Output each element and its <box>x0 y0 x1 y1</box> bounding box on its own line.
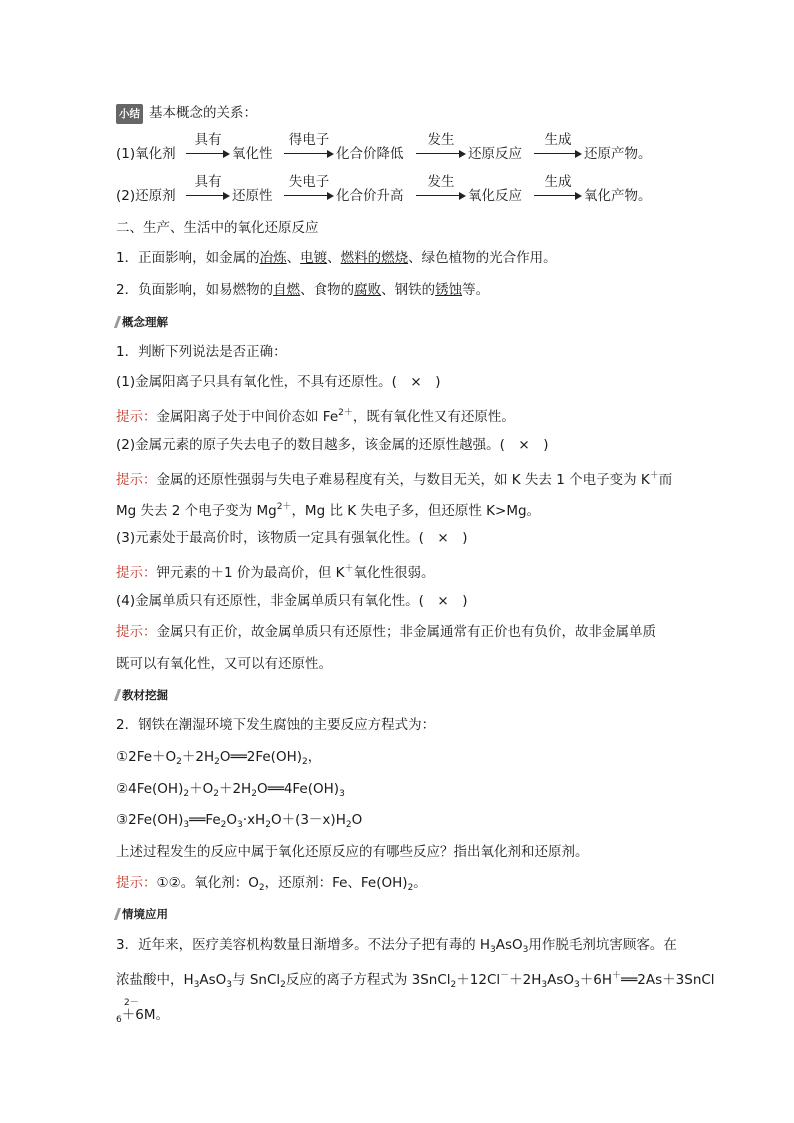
summary-heading <box>116 104 257 124</box>
section2-paragraph-1: 1．正面影响，如金属的冶炼、电镀、燃料的燃烧、绿色植物的光合作用。 <box>116 250 557 266</box>
concept-question: 1．判断下列说法是否正确： <box>116 344 287 360</box>
chain1-node-3: 还原反应 <box>468 146 522 162</box>
chain2-node-4: 氧化产物。 <box>584 188 652 204</box>
chain2-arrow-2: 失电子 <box>284 170 334 204</box>
summary-heading-text: 基本概念的关系： <box>149 105 257 121</box>
textbook-question: 2．钢铁在潮湿环境下发生腐蚀的主要反应方程式为： <box>116 717 436 733</box>
concept-hint-3: 提示：钾元素的＋1 价为最高价，但 K＋氧化性很弱。 <box>116 564 435 581</box>
situation-charge-superscript: 2－ <box>124 998 139 1008</box>
concept-hint-2-continued: Mg 失去 2 个电子变为 $Mg^{2+}$，Mg 比 K 失电子多，但还原性 K>Mg。 <box>116 502 541 519</box>
concept-item-4: (4)金属单质只有还原性，非金属单质只有氧化性。( × ) <box>116 593 468 609</box>
pen-icon <box>114 316 121 328</box>
concept-hint-4: 提示：金属只有正价，故金属单质只有还原性；非金属通常有正价也有负价，故非金属单质 <box>116 624 656 640</box>
pen-icon <box>114 908 121 920</box>
concept-hint-2: 提示：金属的还原性强弱与失电子难易程度有关，与数目无关，如 K 失去 1 个电子变为 K＋而 <box>116 471 673 488</box>
chain2-node-2: 化合价升高 <box>336 188 404 204</box>
textbook-hint: 提示：①②。氧化剂：$O_2$，还原剂：Fe、$Fe(OH)_2$。 <box>116 875 427 893</box>
concept-hint-1: 提示：金属阳离子处于中间价态如 $Fe^{2+}$，既有氧化性又有还原性。 <box>116 408 515 425</box>
textbook-ask: 上述过程发生的反应中属于氧化还原反应的有哪些反应？指出氧化剂和还原剂。 <box>116 844 589 860</box>
chain2-node-1: 还原性 <box>232 188 273 204</box>
underlined-term: 锈蚀 <box>435 282 463 298</box>
pen-icon <box>114 689 121 701</box>
underlined-term: 燃料的燃烧 <box>340 250 409 266</box>
chain2-arrow-3: 发生 <box>416 170 466 204</box>
chain2-node-3: 氧化反应 <box>468 188 522 204</box>
chain1-arrow-1: 具有 <box>186 128 230 162</box>
chain1-node-2: 化合价降低 <box>336 146 404 162</box>
situation-section-marker: 情境应用 <box>116 905 168 925</box>
situation-line-3: $_6$＋6M。 <box>116 1007 169 1025</box>
chain1-node-1: 氧化性 <box>232 146 273 162</box>
situation-line-2: 浓盐酸中，$H_3AsO_3$与 SnCl$_2$反应的离子方程式为 $3SnCl_2+12Cl^-+2H_3AsO_3+6H^+══2As+3SnCl$ <box>116 971 715 990</box>
section2-title: 二、生产、生活中的氧化还原反应 <box>116 220 319 236</box>
equation-1: $①2Fe+O_2+2H_2O══2Fe(OH)_2$， <box>116 749 322 767</box>
concept-section-marker: 概念理解 <box>116 313 168 333</box>
situation-line-1: 3．近年来，医疗美容机构数量日渐增多。不法分子把有毒的 $H_3AsO_3$用作脱毛剂坑害顾客。在 <box>116 937 677 955</box>
chain1-node-4: 还原产物。 <box>584 146 652 162</box>
concept-item-3: (3)元素处于最高价时，该物质一定具有强氧化性。( × ) <box>116 530 468 546</box>
equation-3: $③2Fe(OH)_3══Fe_2O_3\cdot xH_2O+(3-x)H_2O$ <box>116 812 363 830</box>
chain2-arrow-4: 生成 <box>534 170 582 204</box>
underlined-term: 腐败 <box>354 282 382 298</box>
concept-item-2: (2)金属元素的原子失去电子的数目越多，该金属的还原性越强。( × ) <box>116 437 549 453</box>
oxidant-relation-chain <box>116 128 676 162</box>
chain1-start: (1)氧化剂 <box>116 146 176 162</box>
section2-paragraph-2: 2．负面影响，如易燃物的自燃、食物的腐败、钢铁的锈蚀等。 <box>116 282 490 298</box>
concept-hint-4-continued: 既可以有氧化性，又可以有还原性。 <box>116 656 332 672</box>
chain1-arrow-3: 发生 <box>416 128 466 162</box>
chain2-arrow-1: 具有 <box>186 170 230 204</box>
summary-badge: 小结 <box>116 104 143 124</box>
underlined-term: 电镀 <box>300 250 328 266</box>
textbook-section-marker: 教材挖掘 <box>116 686 168 706</box>
chain1-arrow-2: 得电子 <box>284 128 334 162</box>
underlined-term: 冶炼 <box>259 250 287 266</box>
underlined-term: 自燃 <box>273 282 301 298</box>
chain2-start: (2)还原剂 <box>116 188 176 204</box>
concept-item-1: (1)金属阳离子只具有氧化性，不具有还原性。( × ) <box>116 374 441 390</box>
equation-2: $②4Fe(OH)_2+O_2+2H_2O══4Fe(OH)_3$ <box>116 781 345 799</box>
reductant-relation-chain <box>116 170 676 204</box>
chain1-arrow-4: 生成 <box>534 128 582 162</box>
